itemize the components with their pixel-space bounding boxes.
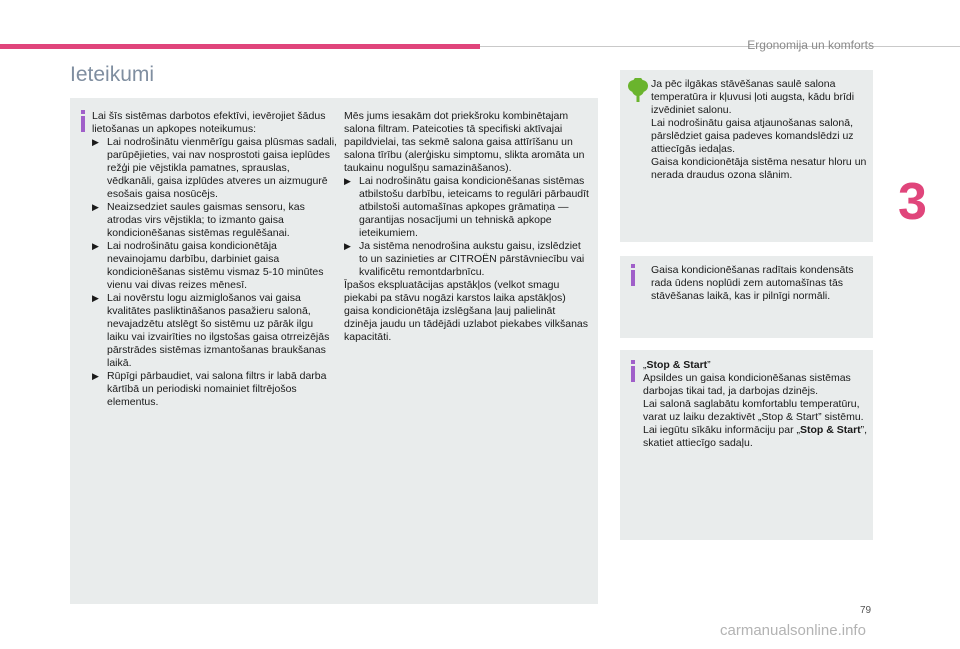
accent-bar: [0, 44, 480, 49]
watermark: carmanualsonline.info: [720, 622, 866, 639]
advice-list: [92, 136, 337, 409]
advice-list-2: [344, 175, 589, 279]
list-item: ▶ Lai nodrošinātu vienmērīgu gaisa plūsmas sadali, parūpējieties, vai nav nosprostoti gaisa ieplūdes režģi pie vējstikla pamatnes, sprauslas, vēdkanāli, gaisa izplūdes atveres un aizmugurē esošais gaisa nosūcējs.: [92, 136, 337, 200]
arrow-icon: ▶: [92, 202, 99, 212]
list-item: ▶ Lai nodrošinātu gaisa kondicionēšanas sistēmas atbilstošu darbību, ieteicams to regulāri pārbaudīt atbilstoši automašīnas apkopes grāmatiņa — garantijas nosacījumi un tehniskā apkope ieteikumiem.: [344, 175, 589, 239]
tree-icon: [627, 78, 649, 102]
info-icon: [627, 360, 639, 382]
info-icon: [77, 110, 89, 132]
list-item: ▶ Rūpīgi pārbaudiet, vai salona filtrs ir labā darba kārtībā un periodiski nomainiet filtrējošos elementus.: [92, 370, 327, 408]
intro-text: Lai šīs sistēmas darbotos efektīvi, ievērojiet šādus lietošanas un apkopes noteikumus:: [92, 110, 326, 135]
list-item: ▶ Lai nodrošinātu gaisa kondicionētāja nevainojamu darbību, darbiniet gaisa kondicionēšanas sistēmu vismaz 5-10 minūtes vienu vai divas reizes mēnesī.: [92, 240, 324, 291]
condensation-text: Gaisa kondicionēšanas radītais kondensāts rada ūdens noplūdi zem automašīnas tās stāvēšanas laikā, kas ir pilnīgi normāli.: [651, 264, 854, 302]
arrow-icon: ▶: [92, 241, 99, 251]
list-item: ▶ Ja sistēma nenodrošina aukstu gaisu, izslēdziet to un sazinieties ar CITROËN pārstāvniecību vai kvalificētu remontdarbnīcu.: [344, 240, 585, 278]
advice-column-2: [344, 110, 589, 344]
arrow-icon: ▶: [92, 371, 99, 381]
arrow-icon: ▶: [344, 241, 351, 251]
page-title: Ieteikumi: [70, 63, 155, 86]
stop-start-text: „Stop & Start” Apsildes un gaisa kondicionēšanas sistēmas darbojas tikai tad, ja darbojas dzinējs. Lai salonā saglabātu komfortablu temperatūru, varat uz laiku dezaktivēt „Stop & Start” sistēmu. Lai iegūtu sīkāku informāciju par „Stop & Start”, skatiet attiecīgo sadaļu.: [643, 359, 868, 449]
arrow-icon: ▶: [92, 137, 99, 147]
list-item: ▶ Lai novērstu logu aizmiglošanos vai gaisa kvalitātes pasliktināšanos pasažieru salonā, nevajadzētu atslēgt šo sistēmu uz pārāk ilgu laiku vai izvairīties no ilgstošas gaisa otrreizējās pārstrādes sistēmas izmantošanas braukšanas laikā.: [92, 292, 330, 369]
eco-text: Ja pēc ilgākas stāvēšanas saulē salona temperatūra ir kļuvusi ļoti augsta, kādu brīdi izvēdiniet salonu. Lai nodrošinātu gaisa atjaunošanas salonā, pārslēdziet gaisa padeves komandslēdzi uz attiecīgās iedaļas. Gaisa kondicionētāja sistēma nesatur hloru un nerada draudus ozona slānim.: [651, 78, 867, 181]
header-rule: [480, 46, 960, 47]
stop-start-heading: „Stop & Start”: [643, 359, 711, 371]
arrow-icon: ▶: [344, 176, 351, 186]
chapter-number: 3: [898, 173, 927, 231]
arrow-icon: ▶: [92, 293, 99, 303]
towing-text: Īpašos ekspluatācijas apstākļos (velkot smagu piekabi pa stāvu nogāzi karstos laika apstākļos) gaisa kondicionētāja izslēgšana ļauj palielināt dzinēja jaudu un tādējādi uzlabot piekabes vilkšanas kapacitāti.: [344, 279, 589, 343]
page-number: 79: [860, 605, 872, 616]
section-header: Ergonomija un komforts: [747, 38, 874, 52]
list-item: ▶ Neaizsedziet saules gaismas sensoru, kas atrodas virs vējstikla; to izmanto gaisa kondicionēšanas sistēmas regulēšanai.: [92, 201, 305, 239]
info-icon: [627, 264, 639, 286]
filter-text: Mēs jums iesakām dot priekšroku kombinētajam salona filtram. Pateicoties tā specifiski aktīvajai papildvielai, tas sekmē salona gaisa attīrīšanu un salona tīrību (alerģisku simptomu, slikta aromāta un taukainu nogulšņu samazināšanos).: [344, 110, 585, 174]
advice-column-1: [92, 110, 337, 409]
